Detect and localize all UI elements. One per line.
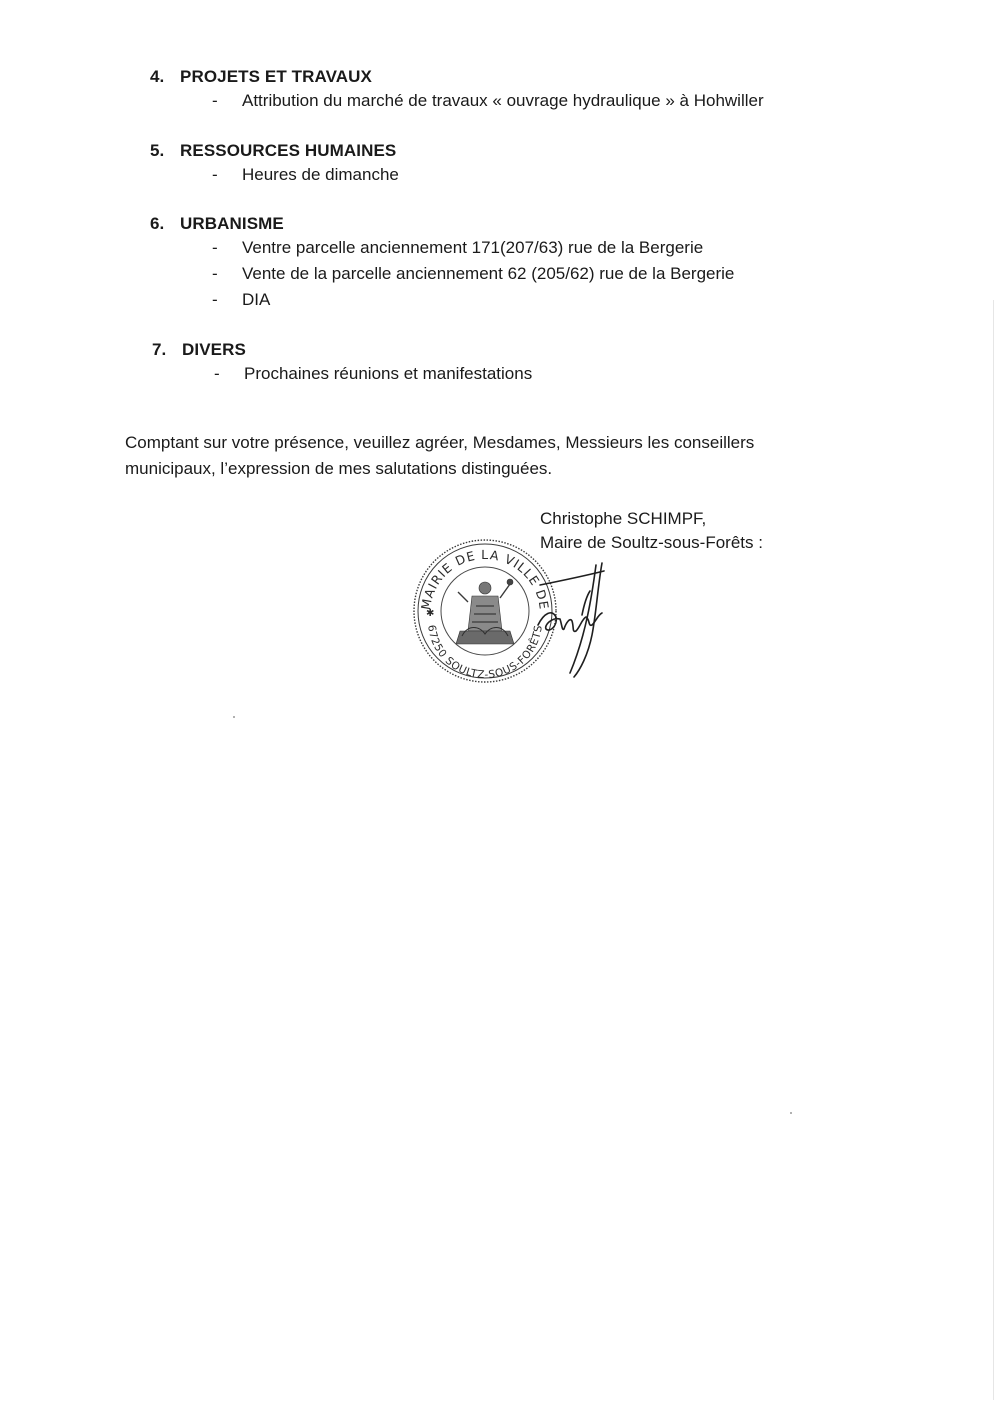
list-item-text: Prochaines réunions et manifestations — [244, 364, 533, 383]
list-item — [150, 287, 284, 313]
list-item — [150, 261, 735, 287]
closing-paragraph — [125, 430, 825, 482]
list-item — [150, 235, 704, 261]
section-number: 7. — [152, 340, 167, 359]
section-number: 6. — [150, 214, 165, 233]
section-urbanisme — [150, 213, 735, 313]
list-item-text: Vente de la parcelle anciennement 62 (205/62) rue de la Bergerie — [242, 264, 735, 283]
section-heading — [150, 66, 372, 88]
section-projets-travaux — [150, 66, 764, 114]
signatory-name: Christophe SCHIMPF, — [540, 509, 707, 528]
list-item — [152, 361, 533, 387]
seal-top-text: MAIRIE DE LA VILLE DE — [417, 546, 552, 611]
section-title: DIVERS — [182, 340, 246, 359]
bullet-dash: - — [214, 364, 220, 383]
list-item — [150, 88, 764, 114]
bullet-dash: - — [212, 238, 218, 257]
scan-edge-line — [993, 300, 994, 1400]
section-title: URBANISME — [180, 214, 284, 233]
list-item-text: Heures de dimanche — [242, 165, 399, 184]
section-heading — [150, 213, 284, 235]
bullet-dash: - — [212, 264, 218, 283]
list-item-text: Ventre parcelle anciennement 171(207/63) rue de la Bergerie — [242, 238, 704, 257]
section-divers — [152, 339, 533, 387]
list-item-text: Attribution du marché de travaux « ouvrage hydraulique » à Hohwiller — [242, 91, 764, 110]
signatory-block — [540, 507, 763, 555]
seal-bottom-text: 67250 SOULTZ-SOUS-FORÊTS — [425, 624, 545, 682]
seal-star-left: ✱ — [426, 608, 435, 619]
list-item-text: DIA — [242, 290, 271, 309]
bullet-dash: - — [212, 290, 218, 309]
section-heading — [150, 140, 396, 162]
signatory-role: Maire de Soultz-sous-Forêts : — [540, 533, 763, 552]
section-title: RESSOURCES HUMAINES — [180, 141, 397, 160]
list-item — [150, 162, 399, 188]
closing-line-1: Comptant sur votre présence, veuillez agréer, Mesdames, Messieurs les conseillers — [125, 433, 755, 452]
bullet-dash: - — [212, 165, 218, 184]
closing-line-2: municipaux, l’expression de mes salutations distinguées. — [125, 459, 553, 478]
section-number: 4. — [150, 67, 165, 86]
scan-speck — [233, 716, 235, 718]
section-heading — [152, 339, 246, 361]
section-ressources-humaines — [150, 140, 399, 188]
section-number: 5. — [150, 141, 165, 160]
scan-speck — [790, 1112, 792, 1114]
handwritten-signature — [500, 555, 630, 685]
section-title: PROJETS ET TRAVAUX — [180, 67, 372, 86]
bullet-dash: - — [212, 91, 218, 110]
